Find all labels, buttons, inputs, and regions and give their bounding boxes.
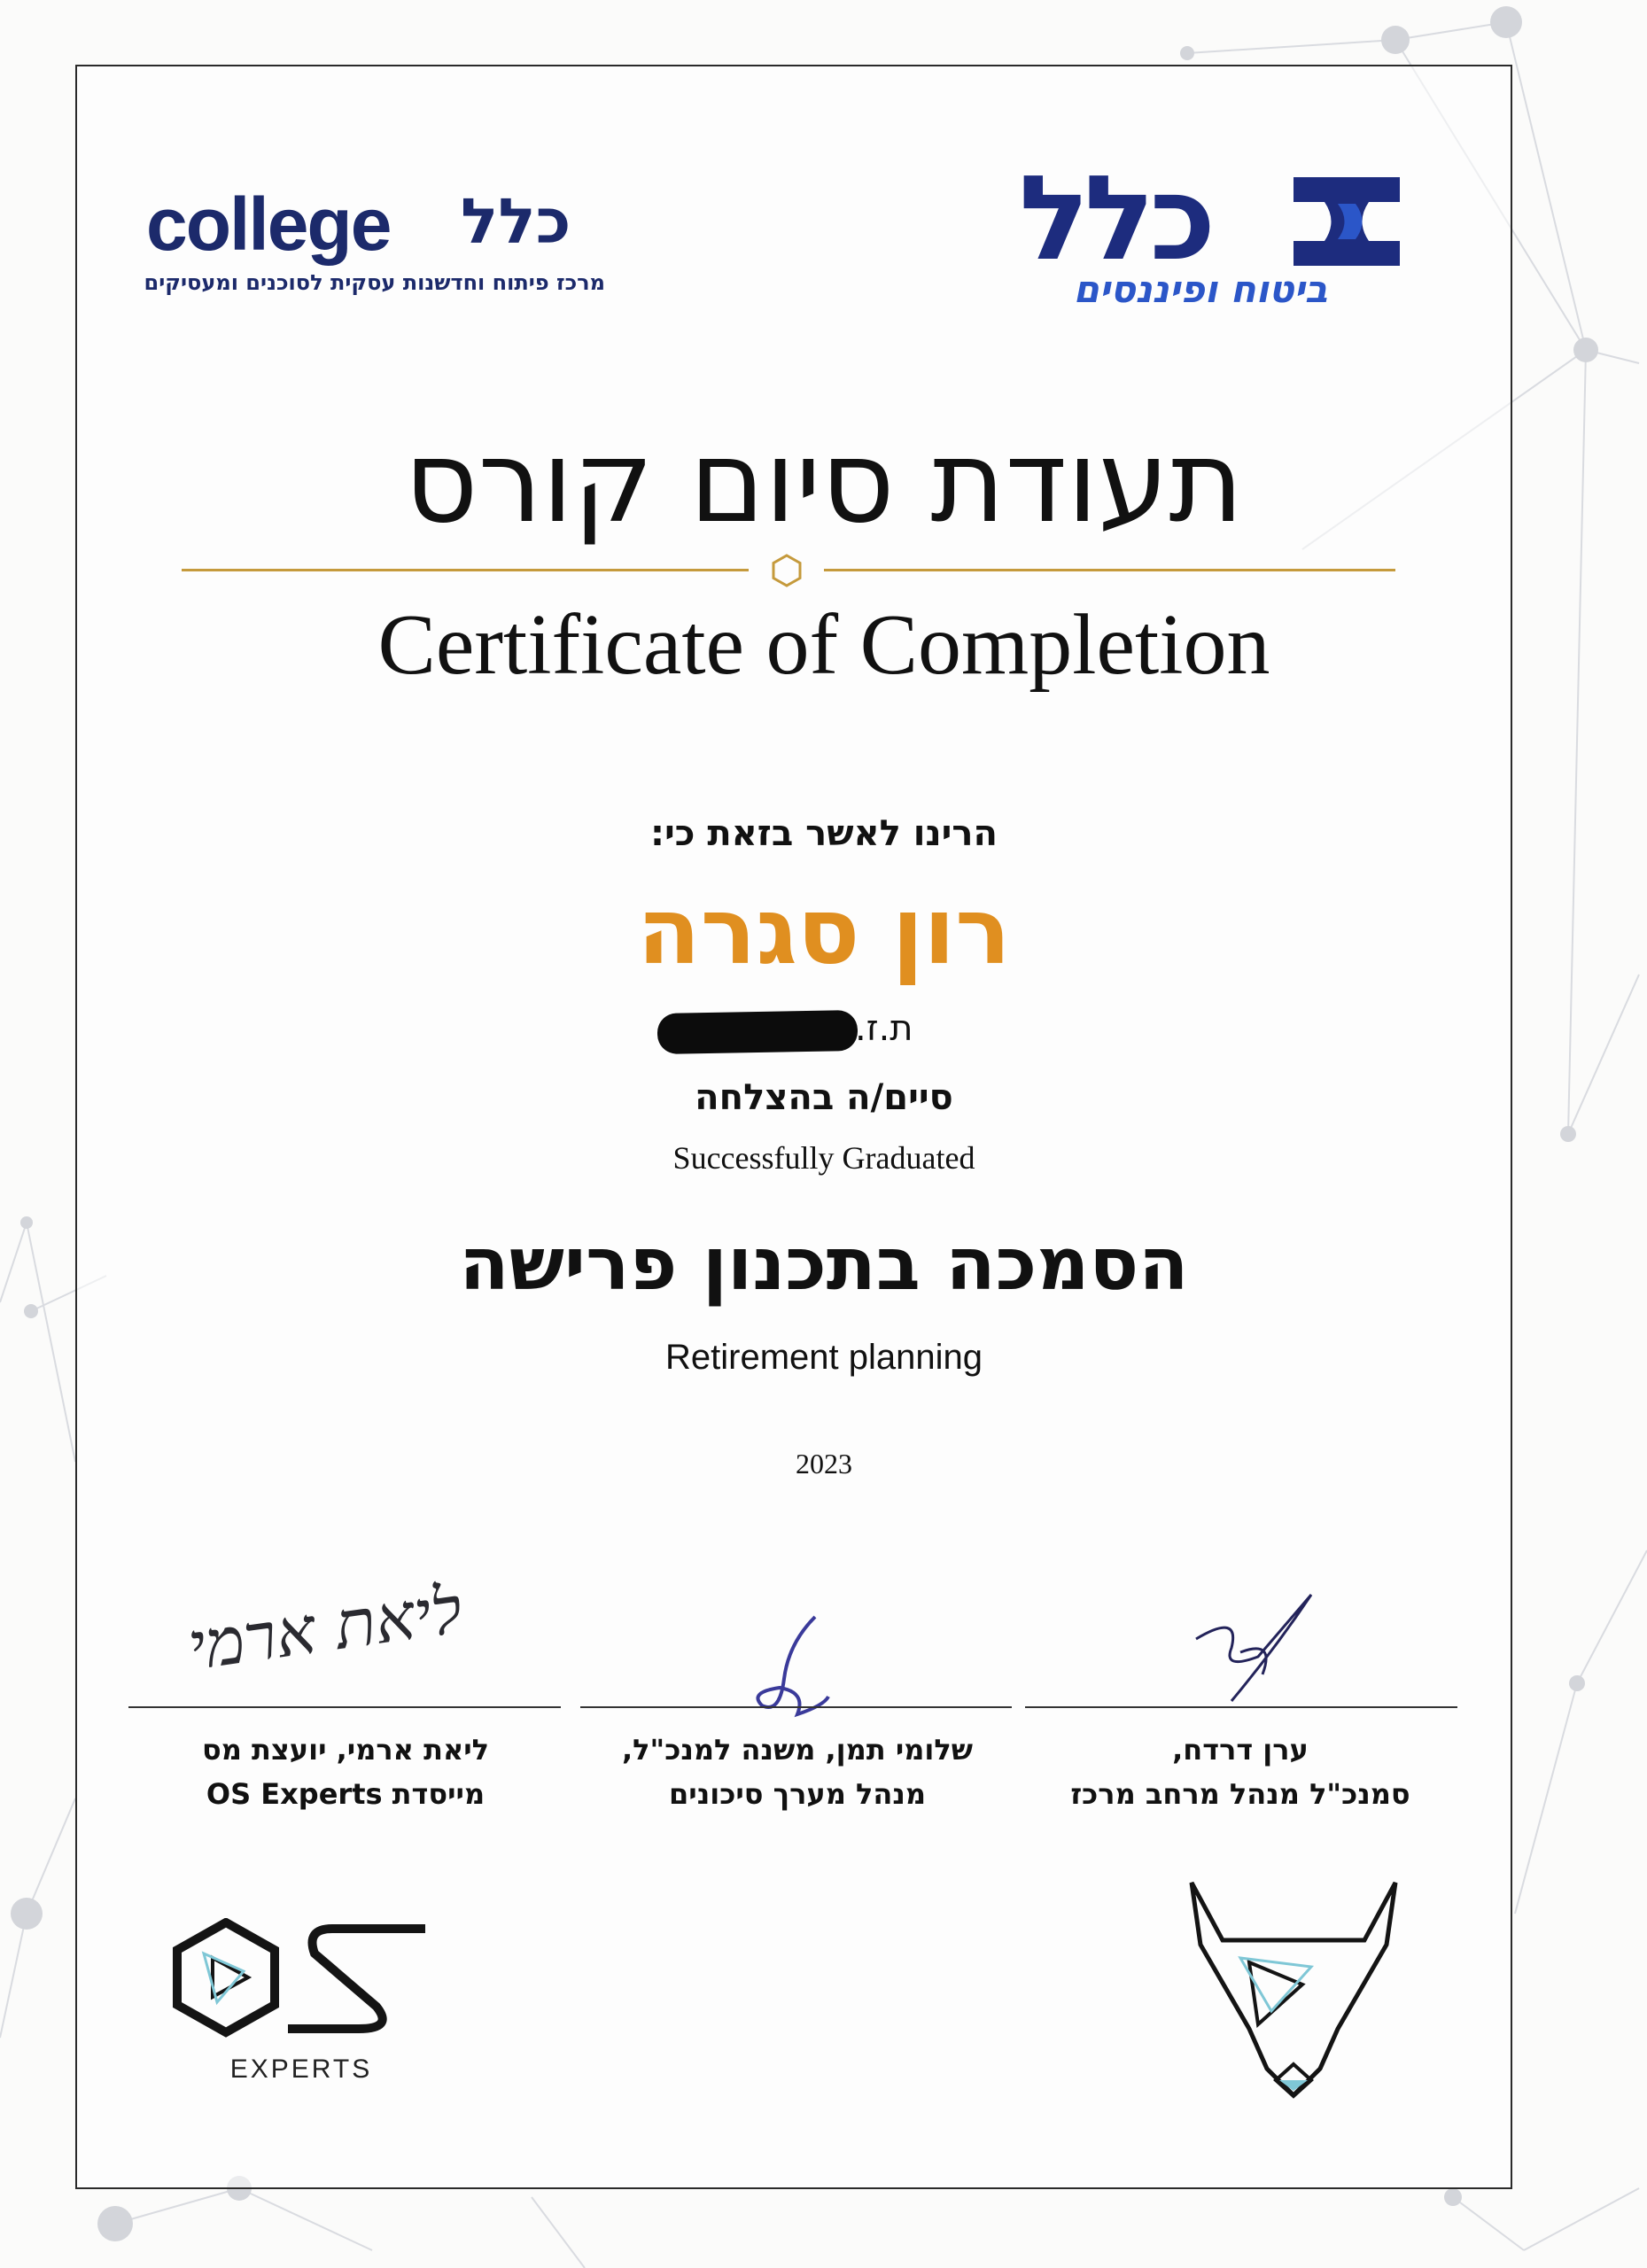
success-english: Successfully Graduated xyxy=(672,1140,975,1176)
signature-line-left xyxy=(128,1706,561,1708)
success-hebrew: סיים/ה בהצלחה xyxy=(695,1077,953,1118)
divider-line-right xyxy=(824,569,1395,571)
course-title-english: Retirement planning xyxy=(665,1338,983,1377)
college-wordmark: college xyxy=(146,183,391,266)
college-tagline: מרכז פיתוח וחדשנות עסקית לסוכנים ומעסיקים xyxy=(144,270,605,295)
title-english: Certificate of Completion xyxy=(377,597,1270,693)
os-experts-logo xyxy=(164,1918,447,2095)
klal-emblem-icon xyxy=(1285,168,1409,275)
signatory-right xyxy=(1028,1728,1453,1816)
signatory-right-name: ערן דרדח, xyxy=(1172,1733,1309,1767)
redacted-id-number xyxy=(657,1010,858,1054)
signatory-left-name: ליאת ארמי, יועצת מס xyxy=(201,1733,490,1767)
signature-line-center xyxy=(580,1706,1012,1708)
signatory-center xyxy=(585,1728,1010,1816)
college-logo xyxy=(146,182,607,306)
signature-line-right xyxy=(1025,1706,1457,1708)
certificate-frame xyxy=(75,65,1512,2189)
signatory-left xyxy=(133,1728,558,1816)
klal-logo xyxy=(1019,151,1409,319)
signatory-right-role: סמנכ"ל מנהל מרחב מרכז xyxy=(1070,1777,1410,1811)
klal-subtitle: ביטוח ופיננסים xyxy=(1073,268,1328,311)
certificate-year: 2023 xyxy=(796,1448,852,1480)
signature-eran-icon xyxy=(1178,1586,1329,1710)
id-label: ת.ז. xyxy=(855,1008,913,1049)
signatory-center-role: מנהל מערך סיכונים xyxy=(669,1777,926,1811)
title-hebrew: תעודת סיום קורס xyxy=(404,416,1244,548)
bull-head-logo xyxy=(1187,1878,1400,2109)
college-hebrew-name: כלל xyxy=(461,185,571,258)
signatory-left-role: מייסדת OS Experts xyxy=(206,1777,486,1811)
hexagon-ornament-icon xyxy=(769,553,804,588)
course-title-hebrew: הסמכה בתכנון פרישה xyxy=(459,1223,1189,1307)
hereby-text: הרינו לאשר בזאת כי: xyxy=(650,813,998,854)
divider-line-left xyxy=(182,569,749,571)
recipient-name: רון סגרה xyxy=(637,877,1011,985)
signature-liat-handwriting: ליאת ארמי xyxy=(183,1571,467,1686)
signatory-center-name: שלומי תמן, משנה למנכ"ל, xyxy=(622,1733,973,1767)
os-experts-subtitle: EXPERTS xyxy=(229,2054,373,2084)
klal-wordmark: כלל xyxy=(1019,151,1211,287)
